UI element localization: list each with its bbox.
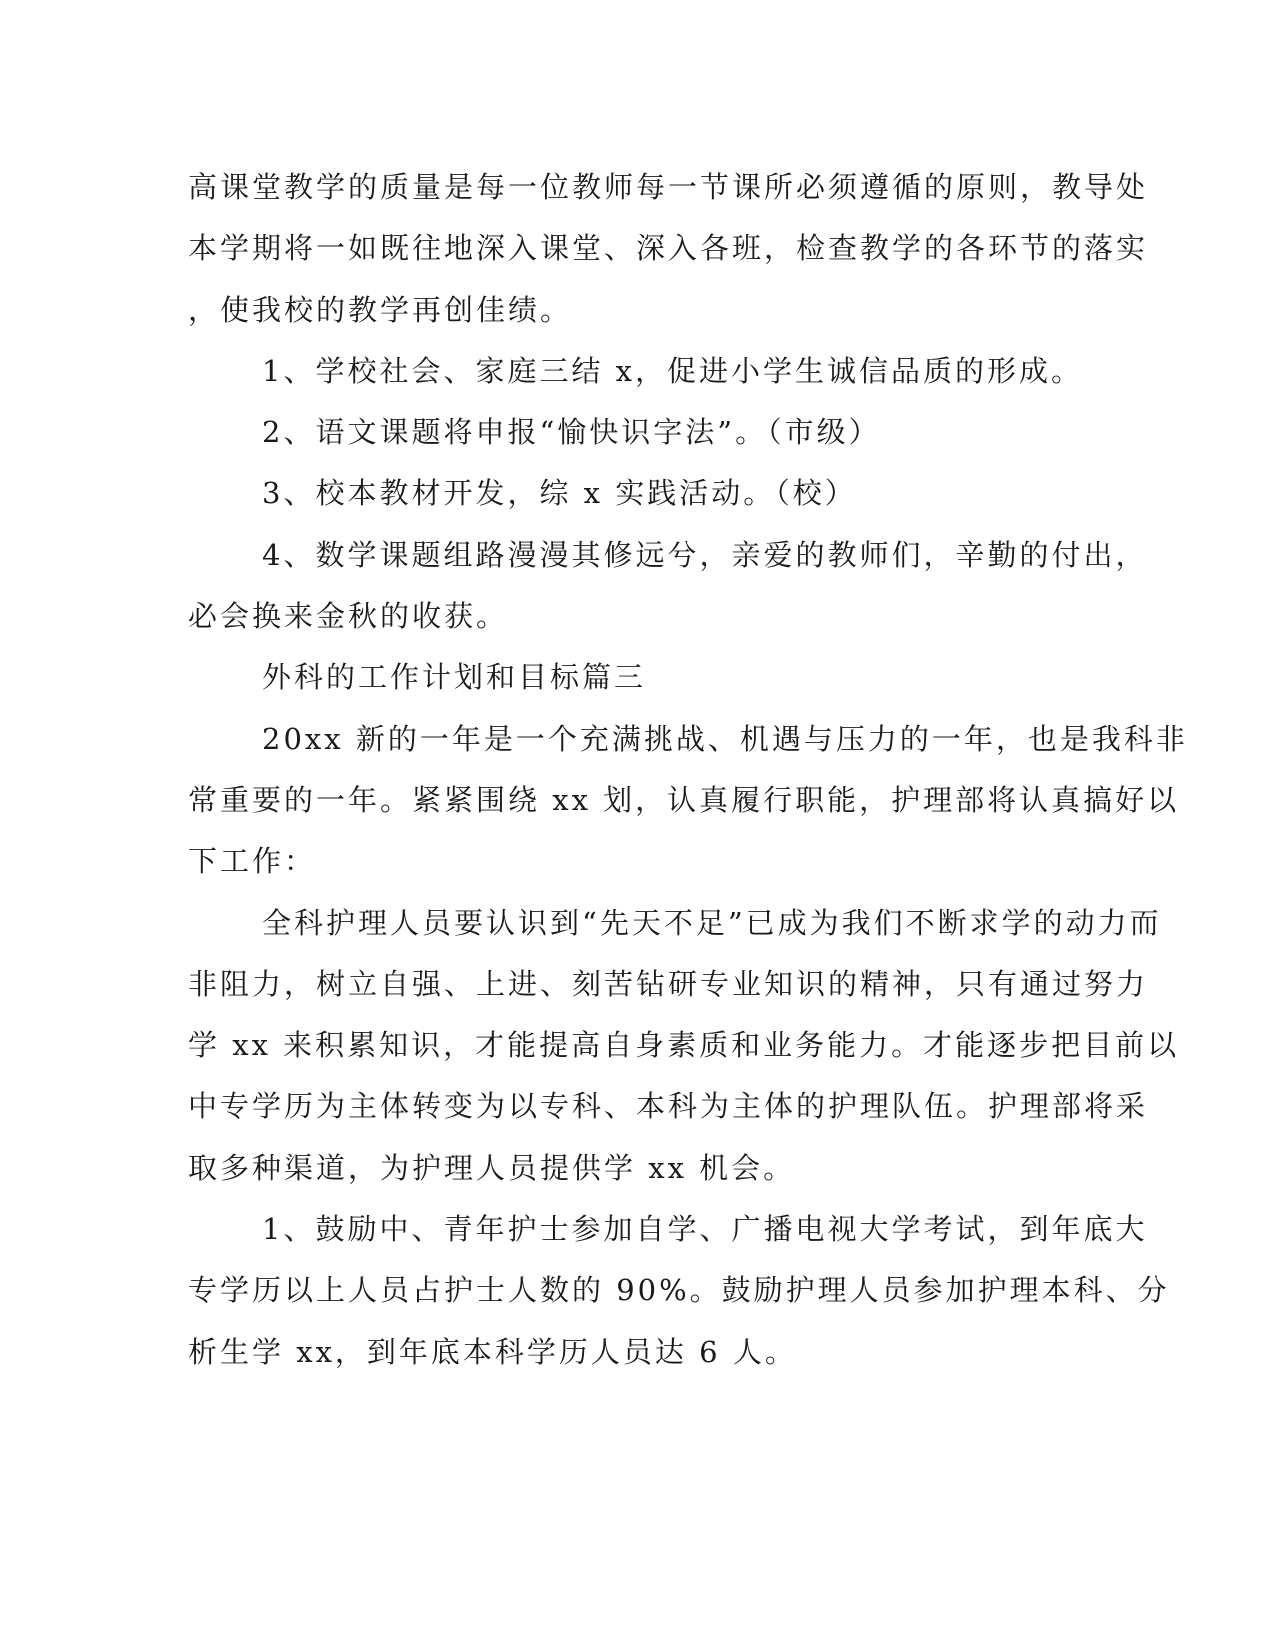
text-line: 20xx 新的一年是一个充满挑战、机遇与压力的一年，也是我科非 xyxy=(262,721,1188,756)
text-line: 专学历以上人员占护士人数的 90%。鼓励护理人员参加护理本科、分 xyxy=(188,1273,1170,1308)
text-line: 1、鼓励中、青年护士参加自学、广播电视大学考试，到年底大 xyxy=(262,1212,1148,1247)
text-line: 取多种渠道，为护理人员提供学 xx 机会。 xyxy=(188,1150,796,1185)
text-line: ，使我校的教学再创佳绩。 xyxy=(188,292,573,327)
text-line: 常重要的一年。紧紧围绕 xx 划，认真履行职能，护理部将认真搞好以 xyxy=(188,782,1180,817)
text-line: 1、学校社会、家庭三结 x，促进小学生诚信品质的形成。 xyxy=(262,353,1084,388)
text-line: 析生学 xx，到年底本科学历人员达 6 人。 xyxy=(188,1334,797,1369)
text-line: 3、校本教材开发，综 x 实践活动。（校） xyxy=(262,476,857,511)
text-line: 高课堂教学的质量是每一位教师每一节课所必须遵循的原则，教导处 xyxy=(188,170,1149,204)
document-body xyxy=(188,162,1188,1388)
text-line: 4、数学课题组路漫漫其修远兮，亲爱的教师们，辛勤的付出， xyxy=(262,537,1148,572)
text-line: 必会换来金秋的收获。 xyxy=(188,599,509,634)
text-line: 中专学历为主体转变为以专科、本科为主体的护理队伍。护理部将采 xyxy=(188,1089,1149,1124)
text-line: 非阻力，树立自强、上进、刻苦钻研专业知识的精神，只有通过努力 xyxy=(188,966,1149,1001)
text-line: 外科的工作计划和目标篇三 xyxy=(262,660,647,695)
text-line: 全科护理人员要认识到“先天不足”已成为我们不断求学的动力而 xyxy=(262,905,1162,940)
text-line: 下工作： xyxy=(188,844,317,879)
text-line: 本学期将一如既往地深入课堂、深入各班，检查教学的各环节的落实 xyxy=(188,231,1149,266)
text-line: 学 xx 来积累知识，才能提高自身素质和业务能力。才能逐步把目前以 xyxy=(188,1028,1180,1063)
text-line: 2、语文课题将申报“愉快识字法”。（市级） xyxy=(262,415,881,450)
